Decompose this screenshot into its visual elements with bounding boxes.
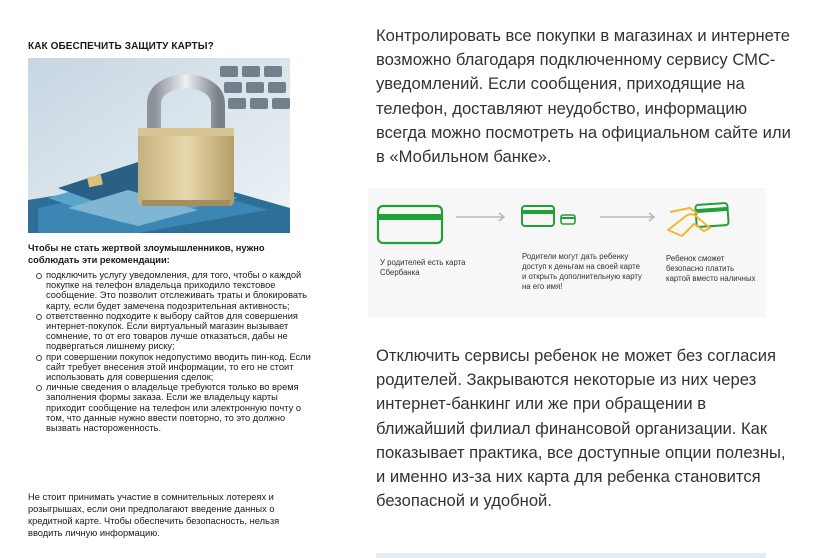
padlock-on-cards-image bbox=[28, 58, 290, 233]
paragraph-disable-services: Отключить сервисы ребенок не может без согласия родителей. Закрываются некоторые из них через интернет-банкинг или же при обращении в ближайший филиал финансовой организации. Как показывает практика, все доступные опции полезны, и именно из-за них карта для ребенка становится безопасной и удобной. bbox=[376, 346, 786, 511]
main-and-extra-card-icon bbox=[522, 206, 575, 226]
intro-text: Чтобы не стать жертвой злоумышленников, нужно соблюдать эти рекомендации: bbox=[28, 243, 265, 265]
arrow-right-icon bbox=[600, 213, 654, 221]
list-item: личные сведения о владельце требуются только во время заполнения формы заказа. Если же владельцу карты приходит сообщение на телефон или электронную почту о том, что данные нужно ввести повторно, то это должно вызвать настороженность. bbox=[46, 382, 314, 433]
list-item: при совершении покупок недопустимо вводить пин-код. Если сайт требует внесения этой информации, то его не стоит использовать для совершения сделок; bbox=[46, 352, 314, 383]
hand-holding-card-icon bbox=[668, 203, 729, 236]
card-icon bbox=[378, 206, 442, 243]
divider bbox=[376, 553, 766, 558]
right-column bbox=[340, 0, 816, 558]
step-3-text: Ребенок сможет безопасно платить картой вместо наличных bbox=[666, 254, 756, 283]
arrow-right-icon bbox=[456, 213, 504, 221]
step-1-text: У родителей есть карта Сбербанка bbox=[380, 258, 466, 277]
left-column bbox=[0, 0, 311, 558]
list-item: ответственно подходите к выбору сайтов для совершения интернет-покупок. Если виртуальный магазин вызывает сомнение, то от его товаров лучше отказаться, дабы не подвергаться лишнему риску; bbox=[46, 311, 314, 352]
paragraph-sms-notifications: Контролировать все покупки в магазинах и интернете возможно благодаря подключенному сервису СМС-уведомлений. Если сообщения, приходящие на телефон, доставляют неудобство, информацию всегда можно посмотреть на официальном сайте или в «Мобильном банке». bbox=[376, 26, 791, 167]
step-2-text: Родители могут дать ребенку доступ к деньгам на своей карте и открыть дополнительную карту на его имя! bbox=[522, 252, 642, 291]
outro-text: Не стоит принимать участие в сомнительных лотереях и розыгрышах, если они предполагают введение данных о кредитной карте. Чтобы обеспечить безопасность, нельзя вводить личную информацию. bbox=[28, 492, 280, 538]
list-item: подключить услугу уведомления, для того, чтобы о каждой покупке на телефон владельца приходило текстовое сообщение. Это позволит отслеживать траты и блокировать карту, если будет замечена подозрительная активность; bbox=[46, 270, 314, 311]
child-card-steps-infographic bbox=[368, 188, 766, 318]
padlock-illustration bbox=[28, 58, 290, 233]
recommendations-list bbox=[28, 270, 314, 433]
section-heading: КАК ОБЕСПЕЧИТЬ ЗАЩИТУ КАРТЫ? bbox=[28, 41, 214, 52]
